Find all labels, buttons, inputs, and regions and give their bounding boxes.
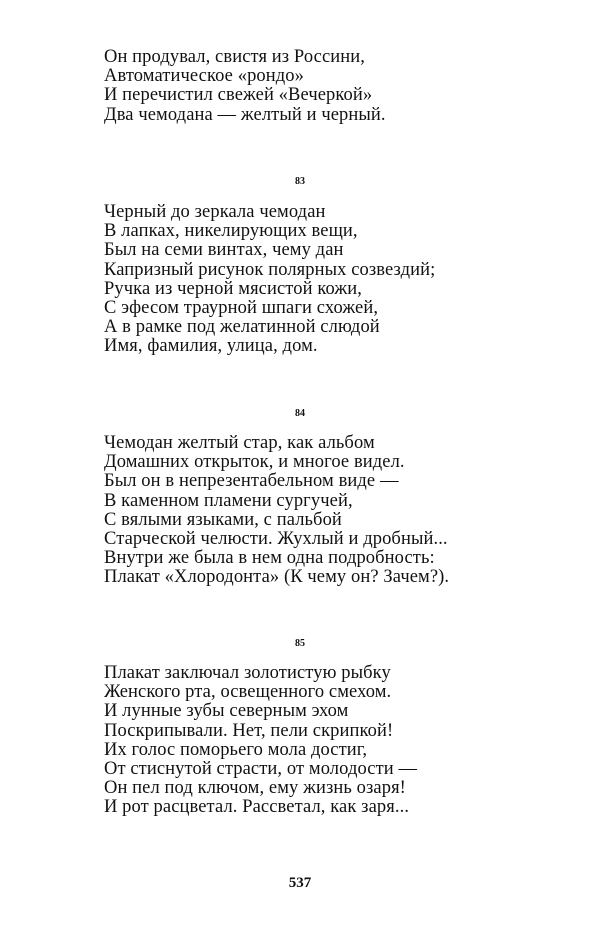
poem-line: Их голос поморьего мола достиг, xyxy=(104,739,368,760)
poem-line: Домашних открыток, и многое видел. xyxy=(104,452,405,473)
stanza-83 xyxy=(104,203,544,357)
poem-line: Был на семи винтах, чему дан xyxy=(104,240,344,261)
poem-line: Ручка из черной мясистой кожи, xyxy=(104,278,362,299)
poem-line: Он продувал, свистя из Россини, xyxy=(104,47,366,67)
stanza-85 xyxy=(104,664,544,818)
poem-line: Поскрипывали. Нет, пели скрипкой! xyxy=(104,720,394,741)
poem-line: С эфесом траурной шпаги схожей, xyxy=(104,298,379,319)
poem-line: Чемодан желтый стар, как альбом xyxy=(104,433,375,453)
section-number-83: 83 xyxy=(295,176,305,187)
page-number: 537 xyxy=(288,875,312,891)
poem-line: С вялыми языками, с пальбой xyxy=(104,509,342,530)
poem-line: Капризный рисунок полярных созвездий; xyxy=(104,259,436,280)
poem-line: Два чемодана — желтый и черный. xyxy=(104,104,386,125)
poem-line: Внутри же была в нем одна подробность: xyxy=(104,548,435,569)
poem-line: Черный до зеркала чемодан xyxy=(104,202,326,222)
poem-line: Старческой челюсти. Жухлый и дробный... xyxy=(104,529,448,550)
poem-line: Плакат заключал золотистую рыбку xyxy=(104,663,391,683)
poem-line: И перечистил свежей «Вечеркой» xyxy=(104,85,373,106)
poem-line: От стиснутой страсти, от молодости — xyxy=(104,759,418,780)
poem-line: А в рамке под желатинной слюдой xyxy=(104,317,380,338)
stanza-intro xyxy=(104,48,544,125)
poem-line: В каменном пламени сургучей, xyxy=(104,490,353,511)
poem-line: Плакат «Хлородонта» (К чему он? Зачем?). xyxy=(104,567,450,588)
poem-line: Автоматическое «рондо» xyxy=(104,66,304,87)
poem-line: И рот расцветал. Рассветал, как заря... xyxy=(104,797,410,818)
poem-line: Он пел под ключом, ему жизнь озаря! xyxy=(104,778,406,799)
poem-line: Был он в непрезентабельном виде — xyxy=(104,471,399,492)
poem-line: В лапках, никелирующих вещи, xyxy=(104,221,358,242)
poem-line: Имя, фамилия, улица, дом. xyxy=(104,336,318,357)
section-number-85: 85 xyxy=(295,638,305,649)
stanza-84 xyxy=(104,434,544,588)
poem-line: Женского рта, освещенного смехом. xyxy=(104,682,392,703)
poem-line: И лунные зубы северным эхом xyxy=(104,701,349,722)
section-number-84: 84 xyxy=(295,408,305,419)
